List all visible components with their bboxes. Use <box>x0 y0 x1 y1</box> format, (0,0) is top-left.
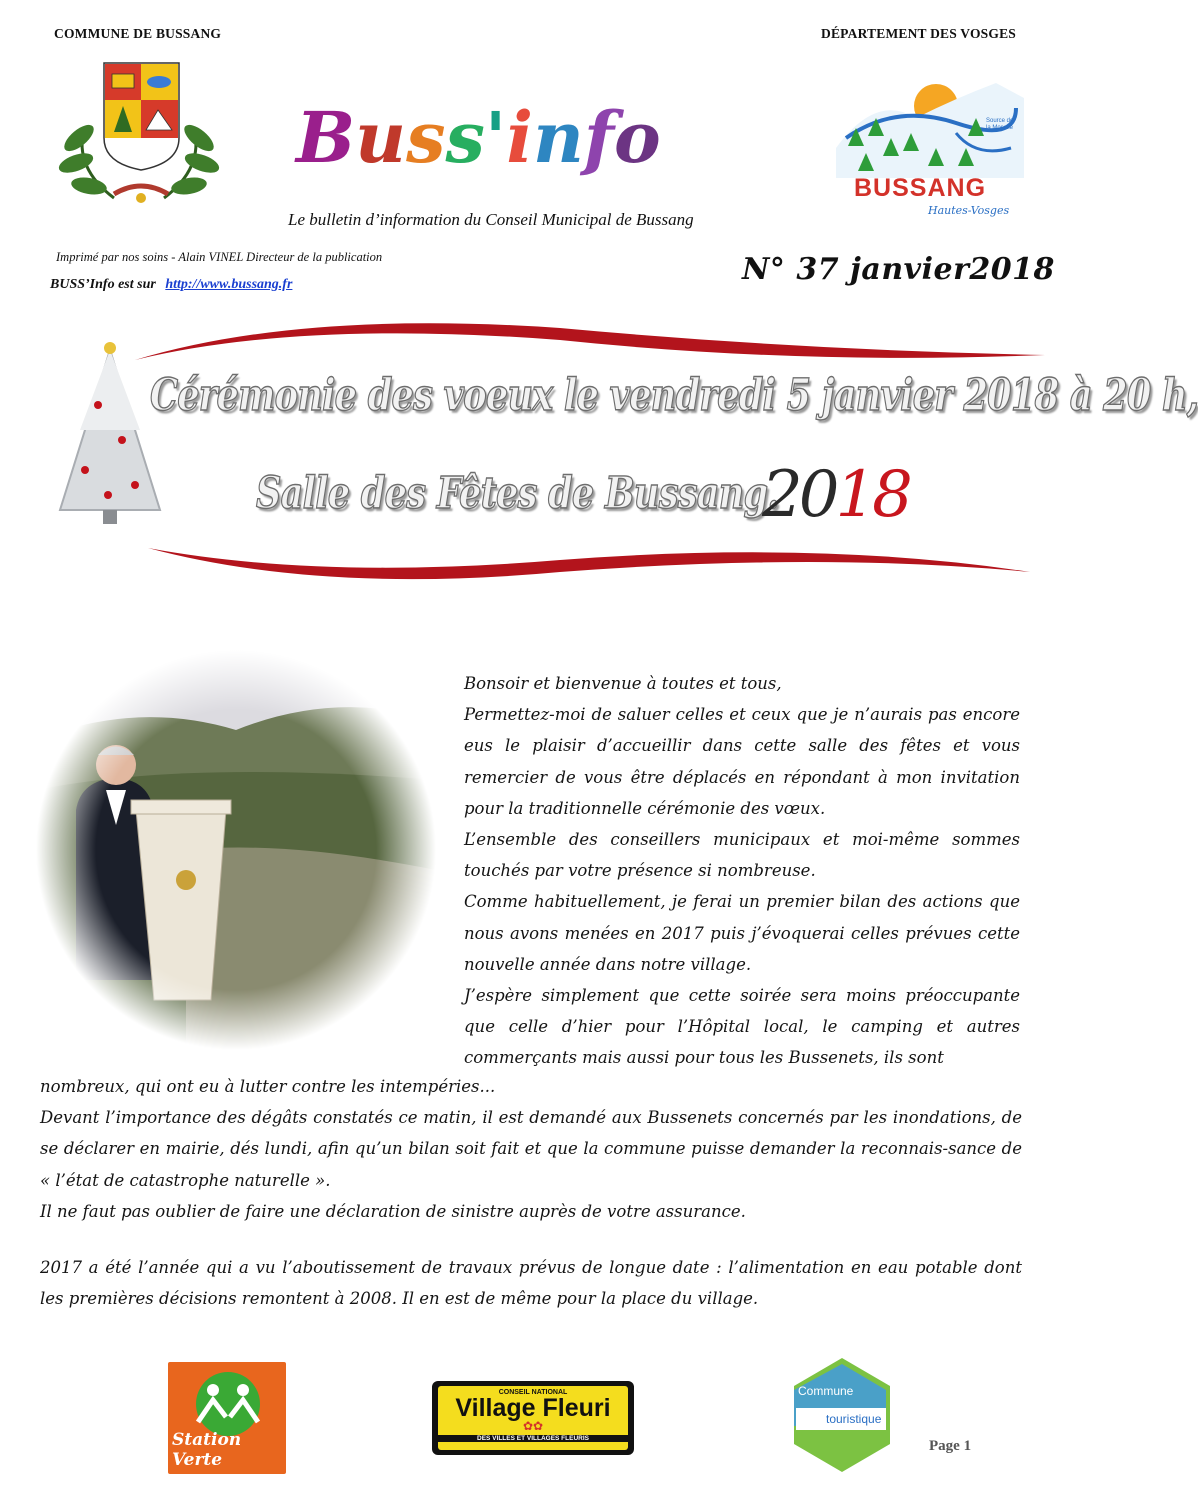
year-part-a: 20 <box>762 458 836 532</box>
intro-text <box>464 668 1020 1074</box>
continued-text <box>40 1071 1022 1227</box>
title-letter: s <box>445 96 485 179</box>
header-department: DÉPARTEMENT DES VOSGES <box>821 26 1016 41</box>
continued-paragraph: Devant l’importance des dégâts constatés ce matin, il est demandé aux Bussenets concernés par les inondations, de se déclarer en mairie, dés lundi, afin qu’un bilan soit fait et que la commune puisse demander la reconnais-sance de « l’état de catastrophe naturelle ». <box>40 1108 1022 1190</box>
title-letter: i <box>506 96 533 179</box>
station-verte-text: Station Verte <box>172 1430 242 1470</box>
page-number: Page 1 <box>929 1438 972 1454</box>
title-letter: u <box>355 96 407 179</box>
title-letter: ' <box>484 96 507 179</box>
flower-icon: ✿✿ <box>522 1419 544 1433</box>
village-fleuri-bottom: DES VILLES ET VILLAGES FLEURIS <box>438 1435 628 1442</box>
website-prefix: BUSS’Info est sur <box>50 277 156 292</box>
town-name: BUSSANG <box>854 174 987 202</box>
continued-paragraph: nombreux, qui ont eu à lutter contre les intempéries... <box>40 1077 496 1096</box>
coat-of-arms-icon <box>54 58 224 218</box>
title-letter: n <box>532 96 584 179</box>
intro-paragraph: J’espère simplement que cette soirée sera moins préoccupante que celle d’hier pour l’Hôpital local, le camping et autres commerçants mais aussi pour tous les Bussenets, ils sont <box>464 986 1020 1068</box>
title-letter: o <box>613 96 661 179</box>
commune-touristique-line-2: touristique <box>826 1412 882 1426</box>
title-letter: B <box>296 96 356 179</box>
station-verte-logo <box>168 1362 286 1474</box>
town-region: Hautes-Vosges <box>928 204 1010 217</box>
website-link[interactable]: http://www.bussang.fr <box>165 277 293 292</box>
banner-line-2: Salle des Fêtes de Bussang. <box>256 468 779 519</box>
bussang-town-logo <box>836 78 1024 228</box>
title-letter: s <box>406 96 446 179</box>
commune-touristique-line-1: Commune <box>798 1384 854 1398</box>
title-letter: f <box>583 96 614 179</box>
intro-paragraph: L’ensemble des conseillers municipaux et moi-même sommes touchés par votre présence si nombreuse. <box>464 830 1020 881</box>
paragraph-2017 <box>40 1252 1022 1314</box>
intro-paragraph: Bonsoir et bienvenue à toutes et tous, <box>464 674 782 693</box>
issue-number: N° 37 janvier2018 <box>742 252 1055 287</box>
intro-paragraph: Permettez-moi de saluer celles et ceux que je n’aurais pas encore eus le plaisir d’accueillir dans cette salle des fêtes et vous remercier de vous être déplacés en répondant à mon invitation pour la traditionnelle cérémonie des vœux. <box>464 705 1020 818</box>
commune-touristique-logo <box>790 1356 894 1476</box>
year-part-b: 18 <box>835 458 909 532</box>
header-commune: COMMUNE DE BUSSANG <box>54 26 222 41</box>
printed-by: Imprimé par nos soins - Alain VINEL Directeur de la publication <box>56 250 383 264</box>
mayor-speech-photo <box>36 650 436 1050</box>
river-note: Source de la Moselle <box>986 118 1014 131</box>
village-fleuri-logo <box>432 1381 634 1455</box>
year-graphic <box>762 458 909 532</box>
website-line <box>50 277 292 293</box>
paragraph-2017-text: 2017 a été l’année qui a vu l’aboutissement de travaux prévus de longue date : l’alimentation en eau potable dont les premières décisions remontent à 2008. Il en est de même pour la place du village. <box>40 1258 1022 1309</box>
christmas-tree-icon <box>60 342 160 524</box>
banner-line-1: Cérémonie des voeux le vendredi 5 janvier 2018 à 20 h, <box>150 370 1198 421</box>
intro-paragraph: Comme habituellement, je ferai un premier bilan des actions que nous avons menées en 2017 puis j’évoquerai celles prévues cette nouvelle année dans notre village. <box>464 892 1020 974</box>
bussinfo-title <box>296 96 661 179</box>
continued-paragraph: Il ne faut pas oublier de faire une déclaration de sinistre auprès de votre assurance. <box>40 1201 746 1221</box>
village-fleuri-top: CONSEIL NATIONAL <box>498 1389 568 1396</box>
village-fleuri-main: Village Fleuri <box>455 1394 611 1422</box>
bulletin-subtitle: Le bulletin d’information du Conseil Municipal de Bussang <box>288 210 694 229</box>
